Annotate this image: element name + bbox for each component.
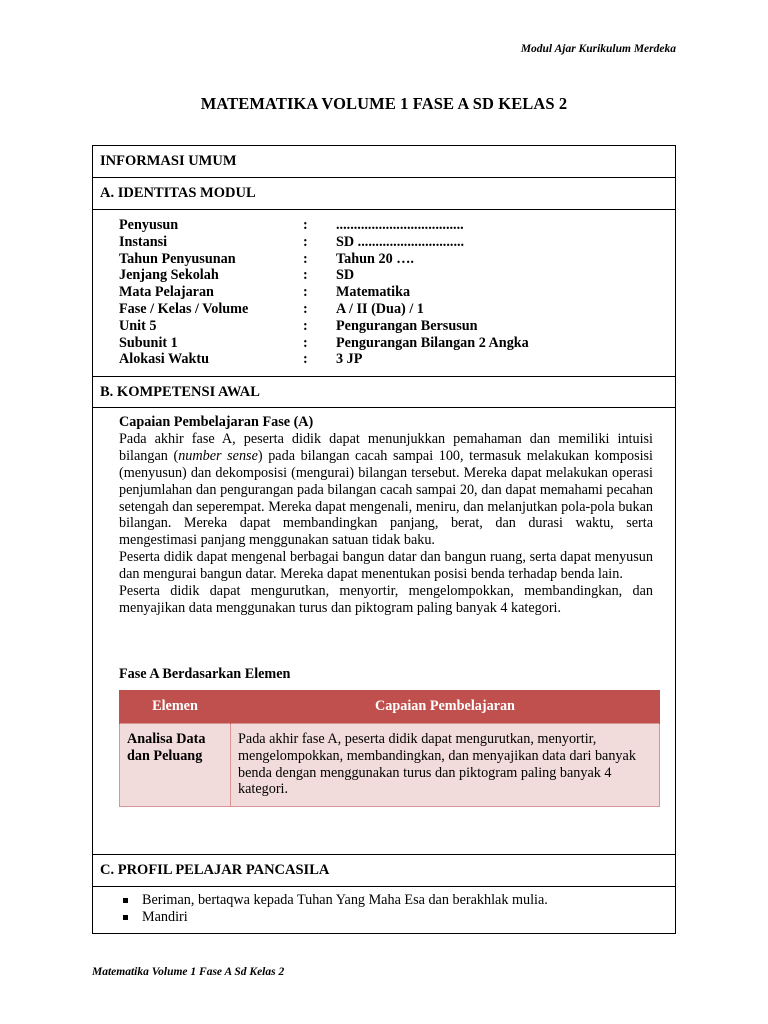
identitas-row <box>119 267 529 284</box>
cell-elemen: Analisa Data dan Peluang <box>120 724 231 807</box>
colon: : <box>303 300 308 317</box>
identitas-value: Matematika <box>336 284 411 301</box>
identitas-label: Penyusun <box>119 217 179 233</box>
colon: : <box>303 334 308 351</box>
bullet-icon <box>123 898 128 903</box>
identitas-label: Mata Pelajaran <box>119 284 214 301</box>
paragraph-text: Pada akhir fase A, peserta didik dapat menunjukkan pemahaman dan memiliki intuisi bilangan ( <box>119 430 653 464</box>
running-footer: Matematika Volume 1 Fase A Sd Kelas 2 <box>92 966 285 978</box>
identitas-label: Fase / Kelas / Volume <box>119 300 249 317</box>
capaian-paragraph-3: Peserta didik dapat mengurutkan, menyortir, mengelompokkan, membandingkan, dan menyajikan data menggunakan turus dan piktogram paling banyak 4 kategori. <box>119 583 653 616</box>
divider <box>93 376 675 377</box>
colon: : <box>303 250 308 267</box>
table-row <box>120 724 660 807</box>
list-item <box>123 909 548 926</box>
identitas-row <box>119 318 529 335</box>
colon: : <box>303 267 308 284</box>
identitas-label: Unit 5 <box>119 317 157 334</box>
identitas-value: SD .............................. <box>336 233 465 250</box>
profil-heading: C. PROFIL PELAJAR PANCASILA <box>100 862 330 878</box>
fase-elemen-heading: Fase A Berdasarkan Elemen <box>119 666 291 682</box>
identitas-row <box>119 284 529 301</box>
identitas-row <box>119 301 529 318</box>
identitas-table <box>119 217 529 368</box>
identitas-value: Tahun 20 …. <box>336 250 414 267</box>
identitas-row <box>119 335 529 352</box>
divider <box>93 854 675 855</box>
informasi-umum-heading: INFORMASI UMUM <box>100 153 237 169</box>
bullet-icon <box>123 915 128 920</box>
column-header-capaian: Capaian Pembelajaran <box>231 690 660 724</box>
capaian-paragraph-1 <box>119 431 653 549</box>
list-item-text: Beriman, bertaqwa kepada Tuhan Yang Maha Esa dan berakhlak mulia. <box>142 892 548 908</box>
colon: : <box>303 217 308 233</box>
running-header: Modul Ajar Kurikulum Merdeka <box>520 43 676 55</box>
identitas-label: Alokasi Waktu <box>119 351 210 368</box>
identitas-value: .................................... <box>336 217 464 233</box>
colon: : <box>303 233 308 250</box>
identitas-row <box>119 234 529 251</box>
italic-term: number sense <box>178 447 258 464</box>
identitas-value: A / II (Dua) / 1 <box>336 300 424 317</box>
list-item-text: Mandiri <box>142 909 188 925</box>
divider <box>93 177 675 178</box>
identitas-value: 3 JP <box>336 351 363 368</box>
paragraph-text: ) pada bilangan cacah sampai 100, termasuk melakukan komposisi (menyusun) dan dekomposisi (mengurai) bilangan tersebut. Mereka dapat melakukan operasi penjumlahan dan pengurangan pada bilangan cacah sampai 20, dan dapat memahami pecahan setengah dan seperempat. Mereka dapat mengenali, meniru, dan melanjutkan pola-pola bukan bilangan. Mereka dapat membandingkan panjang, berat, dan durasi waktu, serta mengestimasi panjang menggunakan satuan tidak baku. <box>119 447 653 549</box>
divider <box>93 209 675 210</box>
identitas-value: Pengurangan Bersusun <box>336 317 478 334</box>
capaian-table <box>119 690 660 807</box>
table-header-row <box>120 690 660 724</box>
profil-list <box>123 892 548 926</box>
identitas-label: Instansi <box>119 233 168 250</box>
capaian-subheading: Capaian Pembelajaran Fase (A) <box>119 414 314 430</box>
document-title: MATEMATIKA VOLUME 1 FASE A SD KELAS 2 <box>200 94 568 113</box>
colon: : <box>303 351 308 368</box>
identitas-label: Tahun Penyusunan <box>119 250 236 267</box>
identitas-heading: A. IDENTITAS MODUL <box>100 185 256 201</box>
identitas-row <box>119 251 529 268</box>
colon: : <box>303 317 308 334</box>
kompetensi-heading: B. KOMPETENSI AWAL <box>100 384 260 400</box>
capaian-paragraph-2: Peserta didik dapat mengenal berbagai bangun datar dan bangun ruang, serta dapat menyusun dan mengurai bangun datar. Mereka dapat menentukan posisi benda terhadap benda lain. <box>119 549 653 583</box>
module-info-box <box>92 145 676 934</box>
colon: : <box>303 284 308 301</box>
column-header-elemen: Elemen <box>120 690 231 724</box>
divider <box>93 407 675 408</box>
identitas-value: Pengurangan Bilangan 2 Angka <box>336 334 529 351</box>
identitas-label: Jenjang Sekolah <box>119 267 219 284</box>
identitas-row <box>119 217 529 234</box>
identitas-row <box>119 351 529 368</box>
kompetensi-text <box>119 414 653 617</box>
cell-capaian: Pada akhir fase A, peserta didik dapat mengurutkan, menyortir, mengelompokkan, membandingkan, dan menyajikan data dari banyak benda dengan menggunakan turus dan piktogram paling banyak 4 kategori. <box>231 724 660 807</box>
identitas-value: SD <box>336 267 355 284</box>
list-item <box>123 892 548 909</box>
identitas-label: Subunit 1 <box>119 334 178 351</box>
divider <box>93 886 675 887</box>
